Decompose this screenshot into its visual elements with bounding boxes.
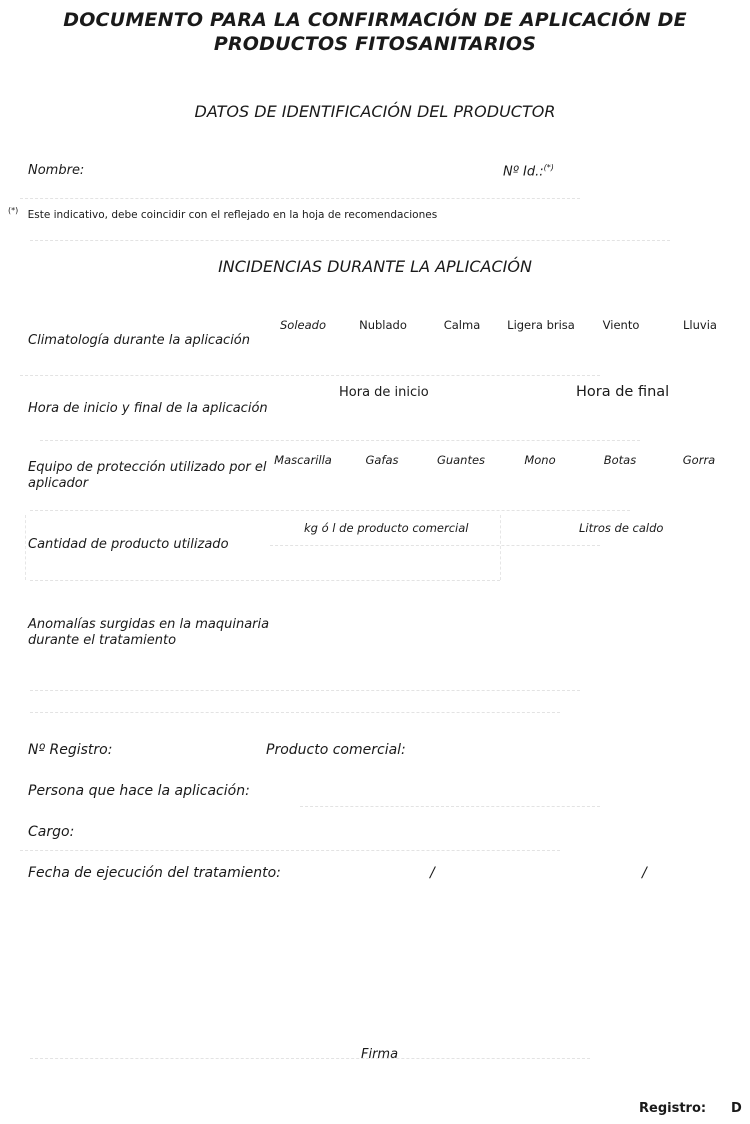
footnote: [8, 206, 437, 221]
faint-rule: [25, 515, 26, 580]
anomalias-label-line2: durante el tratamiento: [28, 633, 177, 648]
equipo-option-mascarilla[interactable]: Mascarilla: [274, 453, 332, 467]
equipo-label-line1: Equipo de protección utilizado por el: [28, 460, 267, 475]
section-heading-incidencias: INCIDENCIAS DURANTE LA APLICACIÓN: [218, 257, 532, 276]
faint-rule: [30, 690, 580, 691]
cantidad-label: Cantidad de producto utilizado: [28, 537, 229, 552]
cantidad-col-kg: kg ó l de producto comercial: [304, 521, 469, 535]
nombre-label: Nombre:: [28, 163, 85, 178]
clima-option-soleado[interactable]: Soleado: [280, 318, 326, 332]
hora-inicio-label: Hora de inicio: [339, 385, 429, 400]
id-label-group: [503, 163, 554, 179]
faint-rule: [30, 580, 500, 581]
equipo-option-gorra[interactable]: Gorra: [682, 453, 716, 467]
fecha-field-label: Fecha de ejecución del tratamiento:: [28, 865, 281, 881]
faint-rule: [30, 1058, 590, 1059]
hora-final-label: Hora de final: [576, 384, 670, 400]
faint-rule: [30, 510, 630, 511]
faint-rule: [30, 240, 670, 241]
faint-rule: [300, 806, 600, 807]
footnote-text: Este indicativo, debe coincidir con el reflejado en la hoja de recomendaciones: [27, 208, 438, 221]
faint-rule: [40, 440, 640, 441]
climatologia-label: Climatología durante la aplicación: [28, 333, 250, 348]
faint-rule: [20, 375, 600, 376]
cantidad-col-litros: Litros de caldo: [579, 521, 664, 535]
fecha-separator-2: /: [642, 865, 647, 881]
clima-option-nublado[interactable]: Nublado: [359, 318, 407, 332]
producto-field-label: Producto comercial:: [266, 742, 406, 758]
faint-rule: [270, 545, 600, 546]
registro-stamp-value: D: [731, 1101, 742, 1116]
id-label: Nº Id.:: [503, 164, 544, 180]
registro-stamp-label: Registro:: [639, 1101, 707, 1116]
equipo-option-botas[interactable]: Botas: [603, 453, 637, 467]
cargo-field-label: Cargo:: [28, 824, 75, 840]
persona-field-label: Persona que hace la aplicación:: [28, 783, 250, 799]
faint-rule: [20, 198, 580, 199]
equipo-option-guantes[interactable]: Guantes: [436, 453, 486, 467]
fecha-separator-1: /: [430, 865, 435, 881]
footnote-mark: (*): [8, 206, 19, 215]
faint-rule: [500, 515, 501, 580]
document-title-line1: DOCUMENTO PARA LA CONFIRMACIÓN DE APLICACIÓN DE: [63, 9, 687, 31]
firma-label: Firma: [361, 1047, 399, 1062]
clima-option-viento[interactable]: Viento: [602, 318, 640, 332]
hora-label: Hora de inicio y final de la aplicación: [28, 401, 268, 416]
registro-field-label: Nº Registro:: [28, 742, 113, 758]
anomalias-label-line1: Anomalías surgidas en la maquinaria: [28, 617, 270, 632]
faint-rule: [20, 850, 560, 851]
equipo-option-gafas[interactable]: Gafas: [365, 453, 399, 467]
clima-option-lluvia[interactable]: Lluvia: [683, 318, 717, 332]
clima-option-ligera-brisa[interactable]: Ligera brisa: [507, 318, 575, 332]
faint-rule: [30, 712, 560, 713]
clima-option-calma[interactable]: Calma: [443, 318, 481, 332]
equipo-label-line2: aplicador: [28, 476, 89, 491]
document-title-line2: PRODUCTOS FITOSANITARIOS: [213, 33, 537, 55]
equipo-option-mono[interactable]: Mono: [524, 453, 556, 467]
section-heading-productor: DATOS DE IDENTIFICACIÓN DEL PRODUCTOR: [194, 102, 556, 121]
id-footnote-mark: (*): [543, 163, 554, 172]
